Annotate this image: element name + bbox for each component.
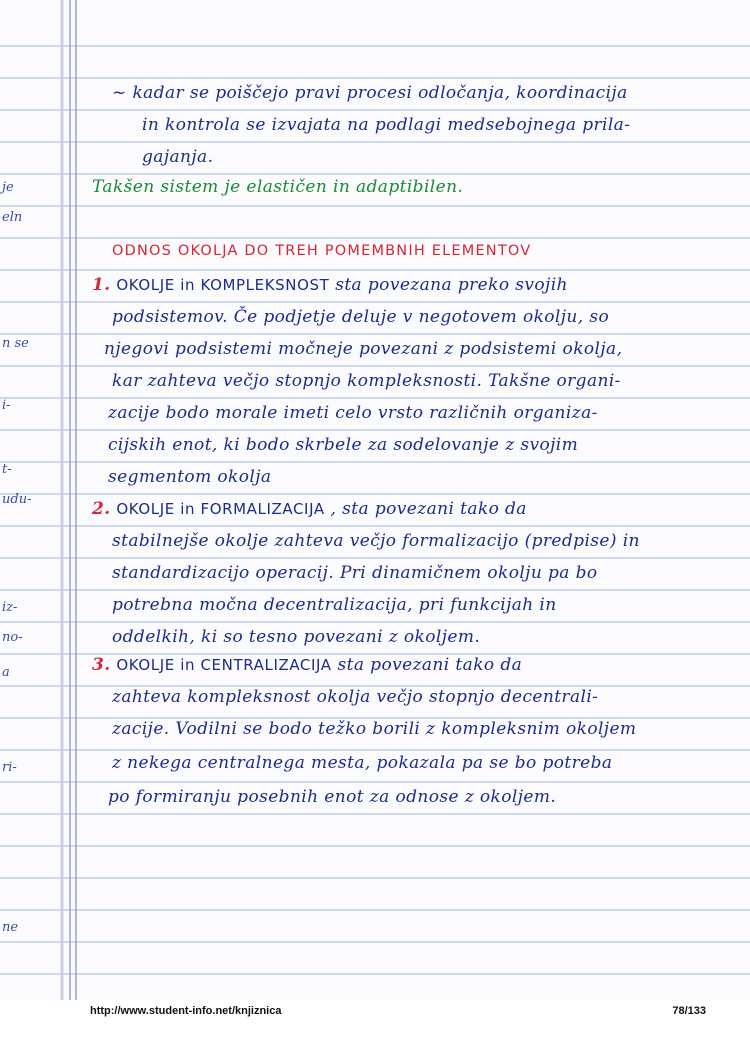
footer-url: http://www.student-info.net/knjiznica [90,1005,282,1017]
text-line: podsistemov. Če podjetje deluje v negotovem okolju, so [112,307,610,327]
text-line: zacije. Vodilni se bodo težko borili z kompleksnim okoljem [112,719,637,739]
margin-fragment: i- [2,398,11,413]
margin-fragment: a [2,665,10,680]
margin-fragment: eln [2,210,23,225]
margin-fragment: ne [2,920,19,935]
text-line: gajanja. [142,147,214,167]
text-line: in kontrola se izvajata na podlagi medsebojnega prila- [142,115,631,135]
text-line: segmentom okolja [108,467,272,487]
text-line: zacije bodo morale imeti celo vrsto različnih organiza- [108,403,598,423]
margin-fragment: no- [2,630,23,645]
text-line: z nekega centralnega mesta, pokazala pa se bo potreba [112,753,613,773]
text-line: po formiranju posebnih enot za odnose z okoljem. [108,787,557,807]
text-line: cijskih enot, ki bodo skrbele za sodelovanje z svojim [108,435,579,455]
list-item-1-first-line: 1. OKOLJE in KOMPLEKSNOST sta povezana preko svojih [92,275,568,295]
margin-fragment: je [2,180,14,195]
item-number: 1. [92,275,111,295]
list-item-2-first-line: 2. OKOLJE in FORMALIZACIJA , sta povezani tako da [92,499,527,519]
text-line: stabilnejše okolje zahteva večjo formalizacijo (predpise) in [112,531,640,551]
margin-fragment: t- [2,462,12,477]
text-line: kar zahteva večjo stopnjo kompleksnosti. Takšne organi- [112,371,621,391]
margin-fragment: iz- [2,600,18,615]
text-line: zahteva kompleksnost okolja večjo stopnjo decentrali- [112,687,599,707]
text-line: standardizacijo operacij. Pri dinamičnem okolju pa bo [112,563,598,583]
list-item-3-first-line: 3. OKOLJE in CENTRALIZACIJA sta povezani tako da [92,655,523,675]
margin-fragment: udu- [2,492,32,507]
text-line: oddelkih, ki so tesno povezani z okoljem. [112,627,481,647]
text-line: potrebna močna decentralizacija, pri funkcijah in [112,595,557,615]
item-number: 2. [92,499,111,519]
text-line: njegovi podsistemi močneje povezani z podsistemi okolja, [104,339,623,359]
page-number: 78/133 [672,1005,706,1017]
section-heading: ODNOS OKOLJA DO TREH POMEMBNIH ELEMENTOV [112,243,532,259]
text-line: ~ kadar se poiščejo pravi procesi odločanja, koordinacija [112,83,628,103]
margin-fragment: n se [2,336,29,351]
item-number: 3. [92,655,111,675]
green-note: Takšen sistem je elastičen in adaptibilen. [92,177,464,197]
margin-fragment: ri- [2,760,17,775]
